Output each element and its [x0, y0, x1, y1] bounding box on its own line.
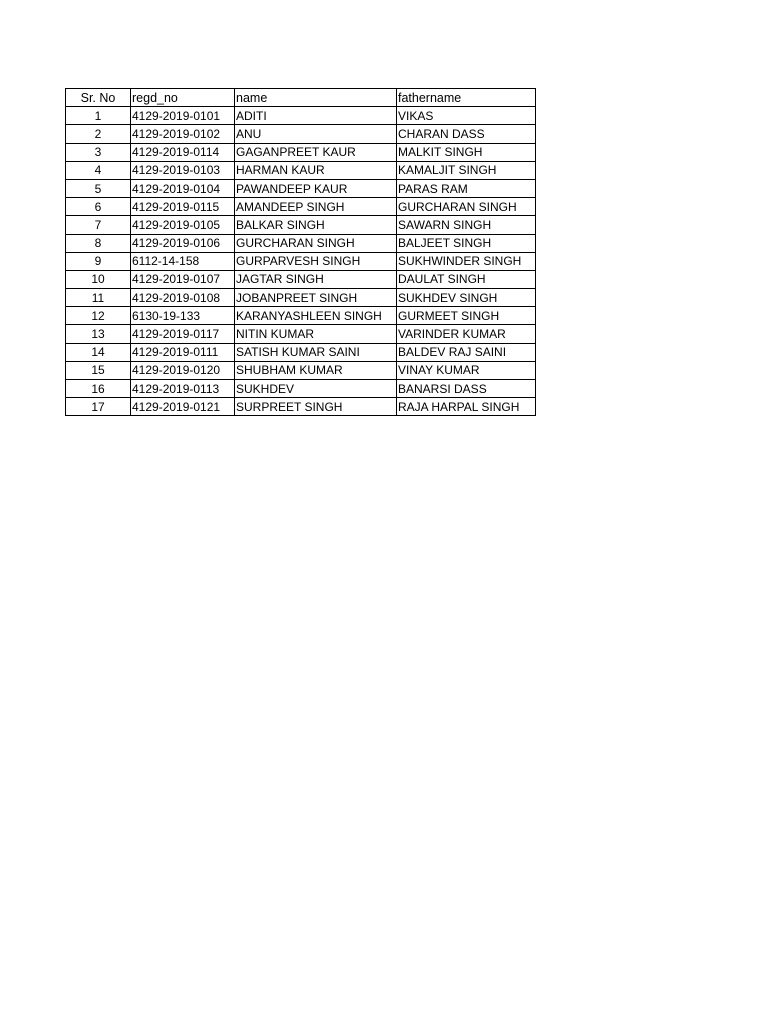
- cell-sr-no: 10: [66, 270, 131, 288]
- cell-sr-no: 2: [66, 125, 131, 143]
- cell-sr-no: 4: [66, 161, 131, 179]
- cell-name: SATISH KUMAR SAINI: [235, 343, 397, 361]
- cell-fathername: CHARAN DASS: [397, 125, 536, 143]
- cell-fathername: GURMEET SINGH: [397, 307, 536, 325]
- cell-fathername: MALKIT SINGH: [397, 143, 536, 161]
- cell-fathername: DAULAT SINGH: [397, 270, 536, 288]
- cell-regd-no: 4129-2019-0107: [131, 270, 235, 288]
- cell-name: PAWANDEEP KAUR: [235, 179, 397, 197]
- cell-name: GURPARVESH SINGH: [235, 252, 397, 270]
- cell-regd-no: 6112-14-158: [131, 252, 235, 270]
- cell-fathername: PARAS RAM: [397, 179, 536, 197]
- student-table: [65, 88, 536, 416]
- table-header-row: [66, 89, 536, 107]
- cell-name: SUKHDEV: [235, 380, 397, 398]
- table-row: [66, 179, 536, 197]
- column-header-regd-no: regd_no: [131, 89, 235, 107]
- cell-fathername: SAWARN SINGH: [397, 216, 536, 234]
- cell-fathername: RAJA HARPAL SINGH: [397, 398, 536, 416]
- table-row: [66, 289, 536, 307]
- cell-fathername: BALJEET SINGH: [397, 234, 536, 252]
- cell-sr-no: 17: [66, 398, 131, 416]
- cell-regd-no: 4129-2019-0108: [131, 289, 235, 307]
- cell-regd-no: 4129-2019-0117: [131, 325, 235, 343]
- cell-fathername: VINAY KUMAR: [397, 361, 536, 379]
- table-row: [66, 143, 536, 161]
- column-header-name: name: [235, 89, 397, 107]
- cell-name: ADITI: [235, 107, 397, 125]
- cell-sr-no: 16: [66, 380, 131, 398]
- cell-name: SURPREET SINGH: [235, 398, 397, 416]
- cell-sr-no: 1: [66, 107, 131, 125]
- cell-sr-no: 8: [66, 234, 131, 252]
- cell-fathername: SUKHDEV SINGH: [397, 289, 536, 307]
- cell-sr-no: 7: [66, 216, 131, 234]
- table-row: [66, 361, 536, 379]
- cell-regd-no: 4129-2019-0120: [131, 361, 235, 379]
- cell-regd-no: 4129-2019-0105: [131, 216, 235, 234]
- cell-sr-no: 6: [66, 198, 131, 216]
- cell-regd-no: 4129-2019-0104: [131, 179, 235, 197]
- column-header-fathername: fathername: [397, 89, 536, 107]
- cell-sr-no: 15: [66, 361, 131, 379]
- cell-regd-no: 4129-2019-0114: [131, 143, 235, 161]
- cell-sr-no: 5: [66, 179, 131, 197]
- table-body: [66, 107, 536, 416]
- table-row: [66, 216, 536, 234]
- cell-regd-no: 4129-2019-0111: [131, 343, 235, 361]
- cell-fathername: KAMALJIT SINGH: [397, 161, 536, 179]
- cell-name: SHUBHAM KUMAR: [235, 361, 397, 379]
- cell-sr-no: 3: [66, 143, 131, 161]
- table-row: [66, 198, 536, 216]
- cell-regd-no: 4129-2019-0103: [131, 161, 235, 179]
- table-row: [66, 343, 536, 361]
- cell-name: JAGTAR SINGH: [235, 270, 397, 288]
- cell-sr-no: 11: [66, 289, 131, 307]
- table-row: [66, 161, 536, 179]
- cell-fathername: VIKAS: [397, 107, 536, 125]
- cell-sr-no: 9: [66, 252, 131, 270]
- cell-sr-no: 12: [66, 307, 131, 325]
- cell-fathername: BALDEV RAJ SAINI: [397, 343, 536, 361]
- cell-name: HARMAN KAUR: [235, 161, 397, 179]
- table-row: [66, 107, 536, 125]
- cell-name: ANU: [235, 125, 397, 143]
- cell-fathername: GURCHARAN SINGH: [397, 198, 536, 216]
- cell-fathername: SUKHWINDER SINGH: [397, 252, 536, 270]
- cell-sr-no: 13: [66, 325, 131, 343]
- cell-name: GAGANPREET KAUR: [235, 143, 397, 161]
- table-row: [66, 307, 536, 325]
- cell-regd-no: 4129-2019-0102: [131, 125, 235, 143]
- column-header-sr-no: Sr. No: [66, 89, 131, 107]
- cell-sr-no: 14: [66, 343, 131, 361]
- cell-regd-no: 6130-19-133: [131, 307, 235, 325]
- cell-name: JOBANPREET SINGH: [235, 289, 397, 307]
- cell-name: AMANDEEP SINGH: [235, 198, 397, 216]
- table-row: [66, 325, 536, 343]
- cell-name: GURCHARAN SINGH: [235, 234, 397, 252]
- table-row: [66, 252, 536, 270]
- cell-regd-no: 4129-2019-0101: [131, 107, 235, 125]
- cell-regd-no: 4129-2019-0121: [131, 398, 235, 416]
- cell-fathername: BANARSI DASS: [397, 380, 536, 398]
- cell-regd-no: 4129-2019-0106: [131, 234, 235, 252]
- cell-regd-no: 4129-2019-0113: [131, 380, 235, 398]
- cell-name: NITIN KUMAR: [235, 325, 397, 343]
- cell-regd-no: 4129-2019-0115: [131, 198, 235, 216]
- cell-fathername: VARINDER KUMAR: [397, 325, 536, 343]
- table-row: [66, 125, 536, 143]
- table-row: [66, 398, 536, 416]
- table-row: [66, 234, 536, 252]
- cell-name: KARANYASHLEEN SINGH: [235, 307, 397, 325]
- student-sheet: [65, 88, 536, 416]
- table-row: [66, 380, 536, 398]
- cell-name: BALKAR SINGH: [235, 216, 397, 234]
- table-row: [66, 270, 536, 288]
